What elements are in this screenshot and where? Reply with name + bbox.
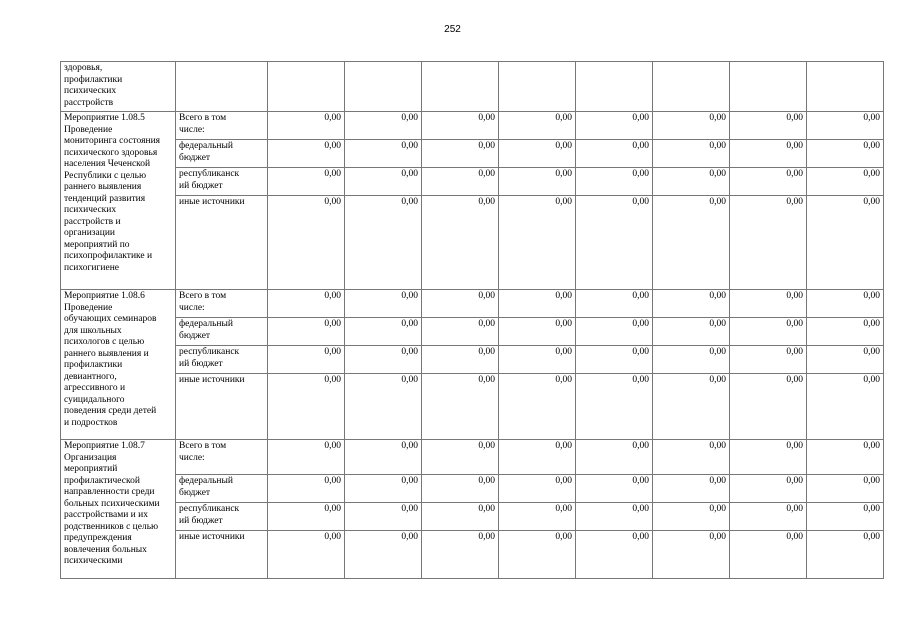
- measure-label: [61, 290, 176, 440]
- value-cell: 0,00: [730, 531, 807, 579]
- value-cell: 0,00: [576, 440, 653, 475]
- value-cell: 0,00: [730, 440, 807, 475]
- value-cell: 0,00: [422, 531, 499, 579]
- empty-cell: [730, 62, 807, 112]
- value-cell: 0,00: [268, 531, 345, 579]
- value-cell: 0,00: [499, 503, 576, 531]
- value-cell: 0,00: [345, 168, 422, 196]
- funding-source: [176, 475, 268, 503]
- budget-table: [60, 61, 884, 579]
- value-cell: 0,00: [807, 531, 884, 579]
- table-row: [61, 346, 884, 374]
- value-cell: 0,00: [268, 374, 345, 440]
- measure-text: Мероприятие 1.08.6 Проведение обучающих семинаров для школьных психологов с целью раннего выявления и профилактики девиантного, агрессивного и суицидального поведения среди детей и подростков: [64, 291, 157, 428]
- measure-label: [61, 440, 176, 579]
- funding-source: [176, 374, 268, 440]
- funding-source-text: федеральный бюджет: [179, 141, 233, 163]
- value-cell: 0,00: [807, 196, 884, 290]
- continuation-row: [61, 62, 884, 112]
- value-cell: 0,00: [499, 112, 576, 140]
- value-cell: 0,00: [499, 374, 576, 440]
- value-cell: 0,00: [499, 475, 576, 503]
- funding-source-text: республиканск ий бюджет: [179, 504, 240, 526]
- value-cell: 0,00: [653, 318, 730, 346]
- funding-source-text: федеральный бюджет: [179, 319, 233, 341]
- empty-cell: [268, 62, 345, 112]
- funding-source-text: иные источники: [179, 375, 245, 385]
- funding-source: [176, 168, 268, 196]
- value-cell: 0,00: [499, 140, 576, 168]
- funding-source: [176, 531, 268, 579]
- value-cell: 0,00: [422, 140, 499, 168]
- funding-source-text: республиканск ий бюджет: [179, 347, 240, 369]
- value-cell: 0,00: [730, 475, 807, 503]
- table-row: [61, 112, 884, 140]
- funding-source-text: Всего в том числе:: [179, 113, 227, 135]
- value-cell: 0,00: [268, 112, 345, 140]
- value-cell: 0,00: [807, 318, 884, 346]
- value-cell: 0,00: [730, 112, 807, 140]
- table-row: [61, 503, 884, 531]
- value-cell: 0,00: [422, 290, 499, 318]
- value-cell: 0,00: [653, 290, 730, 318]
- value-cell: 0,00: [576, 374, 653, 440]
- table-row: [61, 196, 884, 290]
- value-cell: 0,00: [576, 112, 653, 140]
- value-cell: 0,00: [268, 290, 345, 318]
- value-cell: 0,00: [653, 374, 730, 440]
- table-row: [61, 531, 884, 579]
- value-cell: 0,00: [576, 168, 653, 196]
- table-row: [61, 318, 884, 346]
- empty-cell: [807, 62, 884, 112]
- value-cell: 0,00: [499, 531, 576, 579]
- value-cell: 0,00: [807, 374, 884, 440]
- value-cell: 0,00: [653, 112, 730, 140]
- value-cell: 0,00: [653, 440, 730, 475]
- value-cell: 0,00: [730, 168, 807, 196]
- page-number: 252: [444, 24, 461, 35]
- value-cell: 0,00: [653, 503, 730, 531]
- value-cell: 0,00: [268, 196, 345, 290]
- empty-cell: [499, 62, 576, 112]
- value-cell: 0,00: [268, 346, 345, 374]
- table-row: [61, 290, 884, 318]
- table-row: [61, 440, 884, 475]
- funding-source: [176, 440, 268, 475]
- value-cell: 0,00: [268, 318, 345, 346]
- value-cell: 0,00: [807, 290, 884, 318]
- value-cell: 0,00: [576, 196, 653, 290]
- value-cell: 0,00: [730, 290, 807, 318]
- funding-source: [176, 196, 268, 290]
- measure-text: Мероприятие 1.08.5 Проведение мониторинга состояния психического здоровья населения Чеченской Республики с целью раннего выявления тенденций развития психических расстройств и организации мероприятий по психопрофилактике и психогигиене: [64, 113, 161, 273]
- value-cell: 0,00: [345, 531, 422, 579]
- funding-source: [176, 290, 268, 318]
- table-row: [61, 475, 884, 503]
- measure-label: [61, 112, 176, 290]
- value-cell: 0,00: [499, 318, 576, 346]
- funding-source: [176, 112, 268, 140]
- table-row: [61, 140, 884, 168]
- value-cell: 0,00: [345, 140, 422, 168]
- value-cell: 0,00: [576, 503, 653, 531]
- funding-source: [176, 503, 268, 531]
- value-cell: 0,00: [576, 346, 653, 374]
- funding-source: [176, 318, 268, 346]
- value-cell: 0,00: [730, 196, 807, 290]
- value-cell: 0,00: [576, 531, 653, 579]
- value-cell: 0,00: [268, 475, 345, 503]
- funding-source-text: федеральный бюджет: [179, 476, 233, 498]
- value-cell: 0,00: [422, 475, 499, 503]
- value-cell: 0,00: [807, 440, 884, 475]
- value-cell: 0,00: [730, 503, 807, 531]
- value-cell: 0,00: [422, 374, 499, 440]
- value-cell: 0,00: [576, 140, 653, 168]
- value-cell: 0,00: [653, 346, 730, 374]
- value-cell: 0,00: [345, 475, 422, 503]
- value-cell: 0,00: [268, 440, 345, 475]
- continuation-source-cell: [176, 62, 268, 112]
- value-cell: 0,00: [422, 440, 499, 475]
- value-cell: 0,00: [807, 112, 884, 140]
- value-cell: 0,00: [807, 168, 884, 196]
- continuation-text: здоровья, профилактики психических расстройств: [64, 63, 123, 108]
- value-cell: 0,00: [653, 168, 730, 196]
- empty-cell: [653, 62, 730, 112]
- measure-text: Мероприятие 1.08.7 Организация мероприятий профилактической направленности среди больных психическими расстройствами и их родственников с целью предупреждения вовлечения больных психическими: [64, 441, 160, 566]
- value-cell: 0,00: [807, 346, 884, 374]
- value-cell: 0,00: [653, 140, 730, 168]
- value-cell: 0,00: [345, 290, 422, 318]
- value-cell: 0,00: [807, 140, 884, 168]
- empty-cell: [576, 62, 653, 112]
- value-cell: 0,00: [730, 140, 807, 168]
- value-cell: 0,00: [730, 318, 807, 346]
- value-cell: 0,00: [345, 346, 422, 374]
- funding-source-text: Всего в том числе:: [179, 441, 227, 463]
- value-cell: 0,00: [653, 196, 730, 290]
- value-cell: 0,00: [345, 196, 422, 290]
- value-cell: 0,00: [345, 440, 422, 475]
- value-cell: 0,00: [345, 318, 422, 346]
- value-cell: 0,00: [422, 168, 499, 196]
- budget-table-body: [61, 62, 884, 579]
- value-cell: 0,00: [345, 374, 422, 440]
- value-cell: 0,00: [422, 318, 499, 346]
- value-cell: 0,00: [499, 168, 576, 196]
- value-cell: 0,00: [576, 318, 653, 346]
- value-cell: 0,00: [807, 475, 884, 503]
- value-cell: 0,00: [345, 112, 422, 140]
- value-cell: 0,00: [268, 140, 345, 168]
- value-cell: 0,00: [422, 346, 499, 374]
- value-cell: 0,00: [422, 112, 499, 140]
- value-cell: 0,00: [653, 531, 730, 579]
- value-cell: 0,00: [345, 503, 422, 531]
- value-cell: 0,00: [422, 503, 499, 531]
- value-cell: 0,00: [730, 374, 807, 440]
- funding-source: [176, 346, 268, 374]
- table-row: [61, 374, 884, 440]
- value-cell: 0,00: [499, 346, 576, 374]
- empty-cell: [345, 62, 422, 112]
- funding-source-text: Всего в том числе:: [179, 291, 227, 313]
- value-cell: 0,00: [807, 503, 884, 531]
- funding-source: [176, 140, 268, 168]
- value-cell: 0,00: [268, 503, 345, 531]
- continuation-label: [61, 62, 176, 112]
- funding-source-text: иные источники: [179, 532, 245, 542]
- value-cell: 0,00: [268, 168, 345, 196]
- table-row: [61, 168, 884, 196]
- empty-cell: [422, 62, 499, 112]
- value-cell: 0,00: [499, 196, 576, 290]
- value-cell: 0,00: [653, 475, 730, 503]
- funding-source-text: республиканск ий бюджет: [179, 169, 240, 191]
- value-cell: 0,00: [576, 290, 653, 318]
- funding-source-text: иные источники: [179, 197, 245, 207]
- value-cell: 0,00: [576, 475, 653, 503]
- value-cell: 0,00: [499, 290, 576, 318]
- value-cell: 0,00: [422, 196, 499, 290]
- value-cell: 0,00: [730, 346, 807, 374]
- value-cell: 0,00: [499, 440, 576, 475]
